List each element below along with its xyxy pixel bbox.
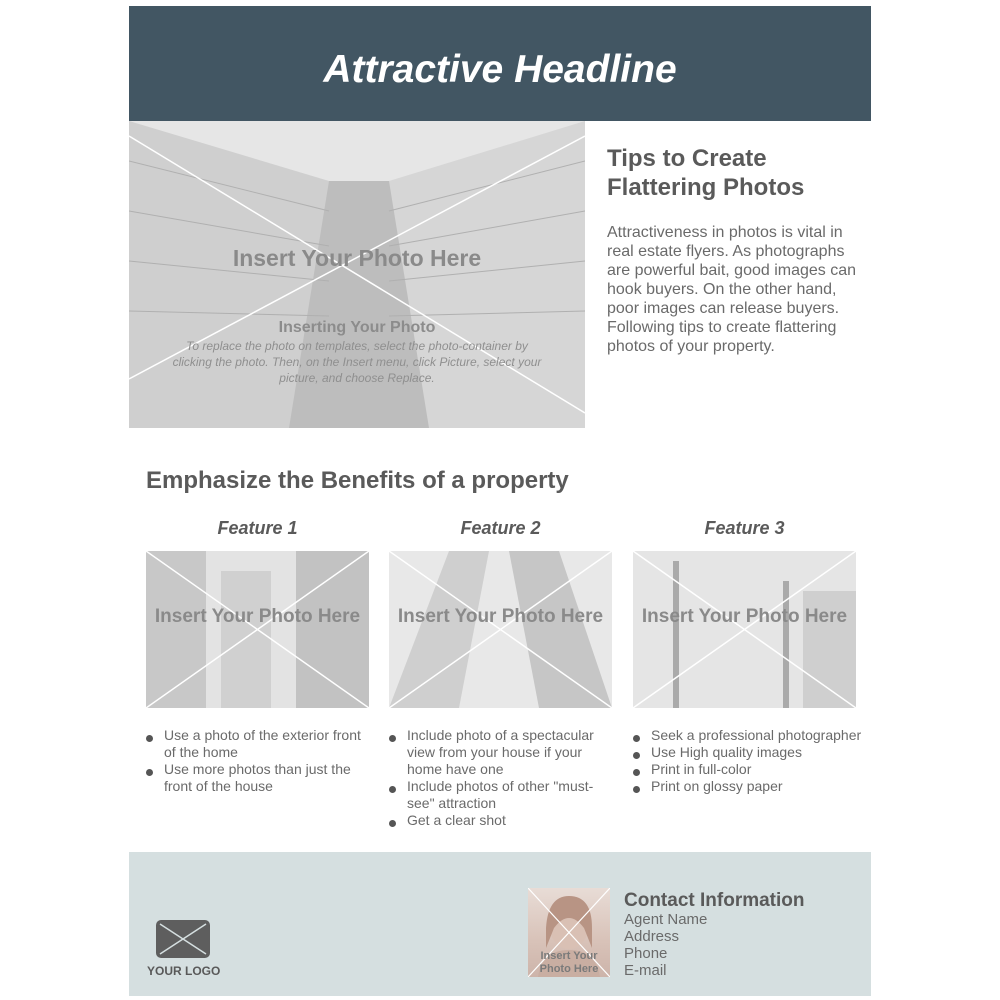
feature-1-photo[interactable] [146,551,369,708]
instructions-text: To replace the photo on templates, select the photo-container by clicking the photo. Then, on the Insert menu, click Picture, select your picture, and choose Replace. [172,339,542,385]
address[interactable]: Address [624,928,680,945]
feature-3-title[interactable]: Feature 3 [704,518,785,538]
envelope-logo-icon[interactable] [156,920,210,958]
list-item[interactable]: Get a clear shot [389,812,619,829]
instructions-title: Inserting Your Photo [278,319,436,336]
list-item[interactable]: Use High quality images [633,744,863,761]
list-item[interactable]: Print on glossy paper [633,778,863,795]
phone[interactable]: Phone [624,945,668,962]
feature-2-photo[interactable] [389,551,612,708]
tips-body[interactable]: Attractiveness in photos is vital in real estate flyers. As photographs are powerful bait, good images can hook buyers. On the other hand, poor images can release buyers. Following tips to create flattering photos of your property. [607,224,857,355]
feature-3-photo-label: Insert Your Photo Here [641,606,848,627]
hero-photo-label: Insert Your Photo Here [232,245,482,271]
hero-photo-placeholder[interactable] [129,121,585,428]
section-title[interactable]: Emphasize the Benefits of a property [146,467,569,494]
header-banner [129,6,871,121]
footer-contact-band [129,852,871,996]
placeholder-x-icon [633,551,856,708]
placeholder-x-icon [146,551,369,708]
email[interactable]: E-mail [624,962,667,979]
tips-title[interactable]: Tips to Create Flattering Photos [607,145,805,201]
feature-1-photo-label: Insert Your Photo Here [154,606,361,627]
agent-name[interactable]: Agent Name [624,911,708,928]
headline[interactable]: Attractive Headline [323,47,677,91]
list-item[interactable]: Include photos of other "must-see" attraction [389,778,619,812]
agent-photo-placeholder[interactable] [528,888,610,977]
feature-2-title[interactable]: Feature 2 [460,518,541,538]
agent-photo-label: Insert Your Photo Here [539,950,599,975]
feature-2-bullets [389,727,619,829]
logo-text: YOUR LOGO [147,964,221,978]
feature-3-photo[interactable] [633,551,856,708]
contact-title[interactable]: Contact Information [624,890,805,911]
feature-1-bullets [146,727,376,795]
list-item[interactable]: Print in full-color [633,761,863,778]
list-item[interactable]: Use a photo of the exterior front of the home [146,727,376,761]
list-item[interactable]: Seek a professional photographer [633,727,863,744]
feature-2-photo-label: Insert Your Photo Here [397,606,604,627]
feature-3-bullets [633,727,863,795]
list-item[interactable]: Include photo of a spectacular view from your house if your home have one [389,727,619,778]
feature-1-title[interactable]: Feature 1 [217,518,298,538]
list-item[interactable]: Use more photos than just the front of the house [146,761,376,795]
placeholder-x-icon [389,551,612,708]
contact-lines [624,911,707,979]
